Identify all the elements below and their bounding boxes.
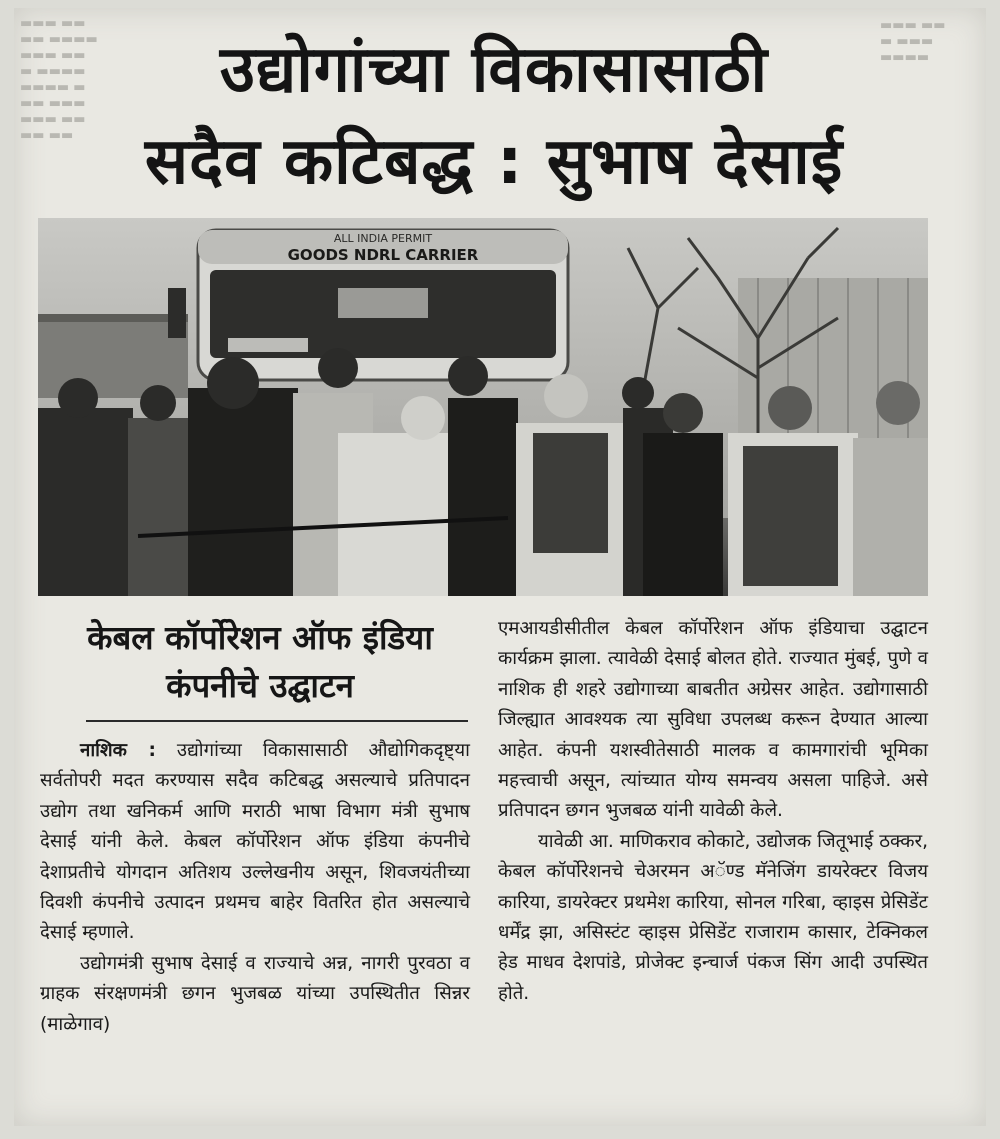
paragraph-2: उद्योगमंत्री सुभाष देसाई व राज्याचे अन्न, नागरी पुरवठा व ग्राहक संरक्षणमंत्री छगन भुजबळ यांच्या उपस्थितीत सिन्नर (माळेगाव) (40, 952, 470, 1035)
truck-banner-top: ALL INDIA PERMIT (333, 232, 433, 245)
bleed-through-text-right: ▬▬▬ ▬▬ ▬ ▬▬▬ ▬▬▬▬ (880, 18, 946, 65)
subhead-divider (86, 720, 468, 722)
paragraph-3: एमआयडीसीतील केबल कॉर्पोरेशन ऑफ इंडियाचा उद्घाटन कार्यक्रम झाला. त्यावेळी देसाई बोलत होते. राज्यात मुंबई, पुणे व नाशिक ही शहरे उद्योगाच्या बाबतीत अग्रेसर आहेत. उद्योगासाठी जिल्ह्यात आवश्यक त्या सुविधा उपलब्ध करून देण्यात आल्या आहेत. कंपनी यशस्वीतेसाठी मालक व कामगारांची भूमिका महत्त्वाची असून, त्यांच्यात योग्य समन्वय असला पाहिजे. असे प्रतिपादन छगन भुजबळ यांनी यावेळी केले. (498, 618, 928, 822)
truck-banner-main: GOODS NDRL CARRIER (287, 246, 479, 264)
bleed-through-text: ▬▬▬ ▬▬ ▬▬ ▬▬▬▬ ▬▬▬ ▬▬ ▬ ▬▬▬▬ ▬▬▬▬ ▬ ▬▬ ▬▬▬ ▬▬▬ ▬▬ ▬▬ ▬▬ (20, 16, 98, 143)
paragraph-4: यावेळी आ. माणिकराव कोकाटे, उद्योजक जितूभाई ठक्कर, केबल कॉर्पोरेशनचे चेअरमन अॅण्ड मॅनेजिंग डायरेक्टर विजय कारिया, डायरेक्टर प्रथमेश कारिया, सोनल गरिबा, व्हाइस प्रेसिडेंट धर्मेंद्र झा, असिस्टंट व्हाइस प्रेसिडेंट राजाराम कासार, टेक्निकल हेड माधव देशपांडे, प्रोजेक्ट इन्चार्ज पंकज सिंग आदी उपस्थित होते. (498, 830, 928, 1004)
paragraph-1 (40, 736, 470, 949)
article-column-right (498, 614, 928, 1009)
headline-line-1: उद्योगांच्या विकासासाठी (219, 33, 769, 107)
article-column-left (40, 736, 470, 1040)
subheadline-line-1: केबल कॉर्पोरेशन ऑफ इंडिया (87, 618, 433, 657)
dateline: नाशिक : (80, 740, 156, 761)
news-photo (38, 218, 928, 596)
headline-line-2: सदैव कटिबद्ध : सुभाष देसाई (144, 125, 844, 199)
paragraph-1-text: उद्योगांच्या विकासासाठी औद्योगिकदृष्ट्या सर्वतोपरी मदत करण्यास सदैव कटिबद्ध असल्याचे प्रतिपादन उद्योग तथा खनिकर्म आणि मराठी भाषा विभाग मंत्री सुभाष देसाई यांनी केले. केबल कॉर्पोरेशन ऑफ इंडिया कंपनीचे देशाप्रतीचे योगदान अतिशय उल्लेखनीय असून, शिवजयंतीच्या दिवशी कंपनीचे उत्पादन प्रथमच बाहेर वितरित होत असल्याचे देसाई म्हणाले. (40, 740, 470, 944)
subheadline-line-2: कंपनीचे उद्घाटन (166, 666, 354, 705)
